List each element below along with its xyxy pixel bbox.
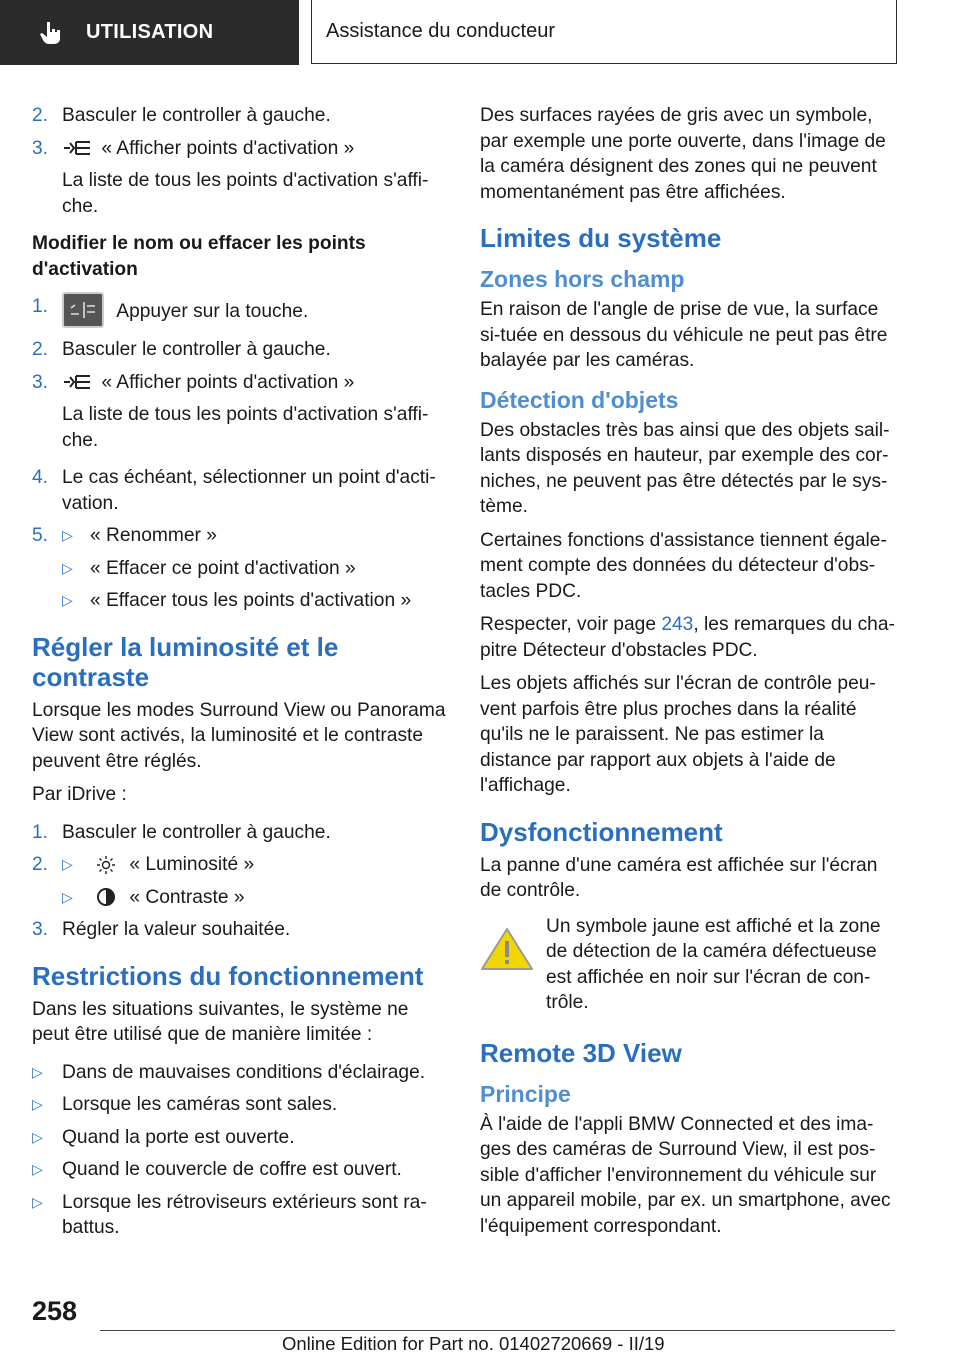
- chapter-title: Assistance du conducteur: [326, 20, 556, 42]
- paragraph: Par iDrive :: [32, 784, 127, 805]
- heading-principle: Principe: [480, 1080, 571, 1107]
- sub-item: ▷ « Contraste »: [62, 885, 450, 911]
- list-item: 2. ▷ « Luminosité » ▷ « Contraste »: [32, 852, 450, 910]
- heading-zones: Zones hors champ: [480, 266, 685, 292]
- list-item: 3. « Afficher points d'activation »: [32, 371, 355, 393]
- paragraph: À l'aide de l'appli BMW Connected et des ima-ges des caméras de Surround View, il est pos-sible d'afficher l'environnement du véhicule sur un appareil mobile, par ex. un smartphone, avec l'équipement correspondant.: [480, 1113, 891, 1237]
- list-item: 5. ▷ « Renommer » ▷ « Effacer ce point d'activation » ▷ « Effacer tous les points d'activation »: [32, 523, 450, 614]
- triangle-bullet-icon: ▷: [62, 592, 73, 608]
- triangle-bullet-icon: ▷: [32, 1128, 43, 1145]
- section-tab: [0, 0, 299, 65]
- list-item-continuation: La liste de tous les points d'activation s'affi-che.: [62, 170, 429, 217]
- paragraph: Lorsque les modes Surround View ou Panorama View sont activés, la luminosité et le contraste peuvent être réglés.: [32, 699, 446, 772]
- list-item: 2. Basculer le controller à gauche.: [32, 339, 331, 360]
- list-item: 3. « Afficher points d'activation »: [32, 137, 355, 159]
- sub-item: ▷ « Luminosité »: [62, 852, 450, 878]
- triangle-bullet-icon: ▷: [32, 1063, 43, 1080]
- paragraph: Dans les situations suivantes, le système ne peut être utilisé que de manière limitée :: [32, 998, 409, 1045]
- edition-text: Online Edition for Part no. 01402720669 - II/19: [282, 1333, 665, 1354]
- sub-item: ▷ « Effacer tous les points d'activation »: [62, 588, 450, 614]
- page-link[interactable]: 243: [661, 614, 694, 635]
- list-item: 2. Basculer le controller à gauche.: [32, 105, 331, 126]
- triangle-bullet-icon: ▷: [62, 856, 73, 872]
- heading-restrictions: Restrictions du fonctionnement: [32, 960, 424, 991]
- page-number: 258: [32, 1296, 78, 1326]
- paragraph: Des obstacles très bas ainsi que des objets sail-lants disposés en hauteur, par exemple des cor-niches, ne peuvent pas être détectés par le sys-tème.: [480, 419, 890, 517]
- list-item: 3. Régler la valeur souhaitée.: [32, 919, 291, 940]
- warning-note: [480, 914, 898, 1016]
- chapter-tab: [311, 0, 897, 64]
- section-title: UTILISATION: [86, 21, 214, 43]
- sub-item: ▷ « Renommer »: [62, 523, 450, 549]
- triangle-bullet-icon: ▷: [62, 559, 73, 576]
- right-column: [480, 103, 898, 1247]
- heading-malfunction: Dysfonctionnement: [480, 816, 723, 847]
- left-column: [32, 103, 450, 1248]
- triangle-bullet-icon: ▷: [32, 1193, 43, 1210]
- heading-brightness: Régler la luminosité et le contraste: [32, 631, 339, 692]
- paragraph: Respecter, voir page 243, les remarques du cha-pitre Détecteur d'obstacles PDC.: [480, 614, 895, 661]
- key-button-icon: [62, 292, 104, 328]
- sub-item: ▷ « Effacer ce point d'activation »: [62, 556, 450, 582]
- paragraph: Certaines fonctions d'assistance tiennent égale-ment compte des données du détecteur d'obs-tacles PDC.: [480, 529, 887, 602]
- warning-text: Un symbole jaune est affiché et la zone de détection de la caméra défectueuse est affichée en noir sur l'écran de con-trôle.: [546, 915, 881, 1013]
- bullet-item: ▷ Quand le couvercle de coffre est ouvert.: [32, 1157, 450, 1183]
- footer-divider: [100, 1330, 895, 1331]
- triangle-bullet-icon: ▷: [62, 888, 73, 905]
- brightness-icon: [94, 855, 118, 875]
- triangle-bullet-icon: ▷: [32, 1096, 43, 1112]
- bullet-item: ▷ Quand la porte est ouverte.: [32, 1125, 450, 1151]
- paragraph: Les objets affichés sur l'écran de contrôle peu-vent parfois être plus proches dans la réalité qu'ils ne le paraissent. Ne pas estimer la distance par rapport aux objets à l'aide de l'affichage.: [480, 673, 876, 796]
- paragraph: Des surfaces rayées de gris avec un symbole, par exemple une porte ouverte, dans l'image de la caméra désignent des zones qui ne peuvent momentanément pas être affichées.: [480, 105, 886, 203]
- list-item: 1. Appuyer sur la touche.: [32, 294, 450, 330]
- heading-remote: Remote 3D View: [480, 1037, 682, 1068]
- triangle-bullet-icon: ▷: [32, 1161, 43, 1177]
- heading-detection: Détection d'objets: [480, 386, 679, 413]
- list-item: 4. Le cas échéant, sélectionner un point d'acti-vation.: [32, 467, 436, 514]
- paragraph: La panne d'une caméra est affichée sur l'écran de contrôle.: [480, 854, 878, 901]
- list-item: 1. Basculer le controller à gauche.: [32, 821, 331, 843]
- bullet-item: ▷ Lorsque les caméras sont sales.: [32, 1092, 450, 1118]
- bullet-item: ▷ Lorsque les rétroviseurs extérieurs sont ra-battus.: [32, 1191, 427, 1238]
- subheading: Modifier le nom ou effacer les points d'activation: [32, 233, 366, 280]
- contrast-icon: [94, 887, 118, 907]
- hand-pointer-icon: [38, 20, 64, 46]
- paragraph: En raison de l'angle de prise de vue, la surface si-tuée en dessous du véhicule ne peut pas être balayée par les caméras.: [480, 299, 888, 371]
- list-item-continuation: La liste de tous les points d'activation s'affi-che.: [62, 404, 429, 451]
- heading-limits: Limites du système: [480, 223, 722, 253]
- activation-points-icon: [62, 372, 96, 392]
- warning-triangle-icon: [480, 926, 534, 972]
- activation-points-icon: [62, 138, 96, 158]
- bullet-item: ▷ Dans de mauvaises conditions d'éclairage.: [32, 1060, 450, 1086]
- triangle-bullet-icon: ▷: [62, 527, 73, 543]
